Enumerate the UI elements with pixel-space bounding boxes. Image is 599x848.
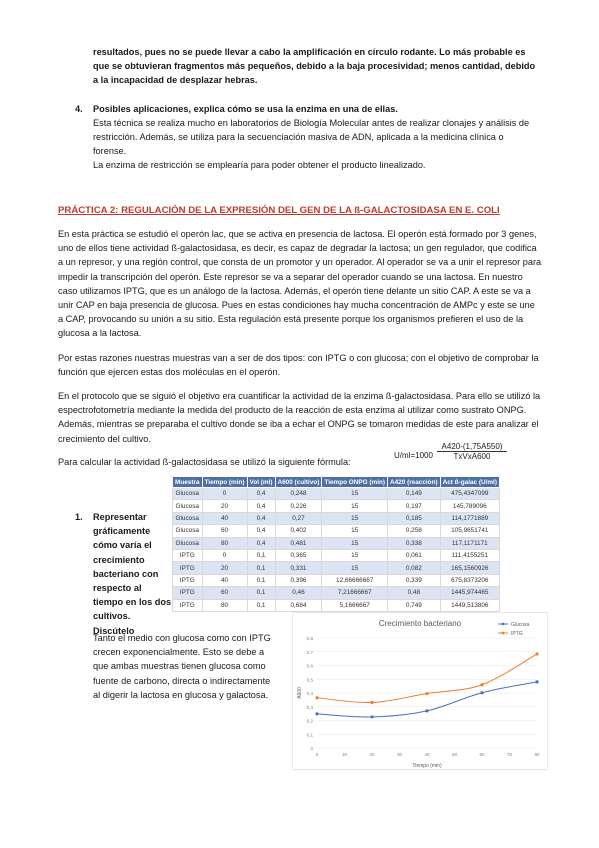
table-cell: Glucosa (173, 512, 203, 524)
intro-paragraph-2: Por estas razones nuestras muestras van a ser de dos tipos: con IPTG o con glucosa; con el objetivo de comprobar la función que ejercen estas dos moléculas en el operón. (58, 353, 539, 378)
table-cell: Glucosa (173, 500, 203, 512)
table-cell: 0,684 (275, 599, 322, 611)
table-cell: 12,66666667 (322, 574, 388, 586)
table-cell: 117,1171171 (440, 537, 499, 549)
q4-text2: La enzima de restricción se emplearía para poder obtener el producto linealizado. (93, 160, 426, 170)
legend-marker-glucosa (502, 623, 505, 626)
table-row (173, 537, 500, 549)
table-cell: 0,396 (275, 574, 322, 586)
table-cell: 475,4347099 (440, 488, 499, 500)
table-cell: Glucosa (173, 525, 203, 537)
q4-title: Posibles aplicaciones, explica cómo se usa la enzima en una de ellas. (93, 104, 398, 114)
data-point-iptg (535, 652, 538, 655)
table-cell: 0,331 (275, 562, 322, 574)
x-tick-label: 40 (424, 752, 430, 757)
table-cell: 0,4 (247, 525, 275, 537)
table-cell: 145,789096 (440, 500, 499, 512)
table-header-cell: A420 (reacción) (388, 477, 441, 488)
table-row (173, 574, 500, 586)
table-cell: 0,1 (247, 587, 275, 599)
table-cell: 15 (322, 549, 388, 561)
table-cell: 675,8373206 (440, 574, 499, 586)
chart-frame (293, 613, 548, 770)
table-cell: 0,149 (388, 488, 441, 500)
table-header-cell: Muestra (173, 477, 203, 488)
y-axis-label: A600 (297, 687, 303, 699)
table-cell: Glucosa (173, 488, 203, 500)
table-row (173, 525, 500, 537)
q1-title: Representar gráficamente cómo varía el crecimiento bacteriano con respecto al tiempo en los dos cultivos. Discútelo (93, 512, 172, 636)
table-cell: 15 (322, 537, 388, 549)
formula-intro: Para calcular la actividad ß-galactosidasa se utilizó la siguiente fórmula: (58, 457, 351, 467)
para-top: resultados, pues no se puede llevar a cabo la amplificación en círculo rodante. Lo más probable es que se obtuvieran fragmentos más pequeños, debido a la baja procesividad; menos cantidad, debido a la incapacidad de desplazar hebras. (93, 47, 536, 86)
intro-paragraph-3: En el protocolo que se siguió el objetivo era cuantificar la actividad de la enzima ß-galactosidasa. Para ello se utilizó la espectrofotometría mediante la medida del producto de la reacción de esta enzima al utilizar como sustrato ONPG. Además, mientras se preparaba el cultivo donde se iba a echar el ONPG se tomaron medidas de este para analizar el crecimiento del cultivo. (58, 391, 541, 444)
y-tick-label: 0,6 (306, 663, 313, 669)
y-tick-label: 0,4 (306, 691, 313, 696)
table-cell: 20 (202, 562, 247, 574)
table-cell: 0,4 (247, 500, 275, 512)
table-row (173, 587, 500, 599)
table-header-cell: Act ß-galac (U/ml) (440, 477, 499, 488)
table-cell: 114,1771889 (440, 512, 499, 524)
table-cell: 0,338 (388, 537, 441, 549)
table-cell: IPTG (173, 574, 203, 586)
data-point-iptg (370, 701, 373, 704)
x-tick-label: 20 (369, 752, 375, 757)
q1-answer: Tanto el medio con glucosa como con IPTG crecen exponencialmente. Esto se debe a que ambas muestras tienen glucosa como fuente de carbono, directa o indirectamente al digerir la lactosa en glucosa y galactosa. (93, 633, 271, 700)
table-cell: 0,1 (247, 599, 275, 611)
table-cell: 0,1 (247, 549, 275, 561)
table-cell: 80 (202, 599, 247, 611)
data-point-glucosa (480, 691, 483, 694)
table-row (173, 512, 500, 524)
table-cell: 0,365 (275, 549, 322, 561)
table-cell: 60 (202, 525, 247, 537)
table-cell: 15 (322, 562, 388, 574)
legend-marker-iptg (502, 632, 505, 635)
y-tick-label: 0,3 (306, 704, 313, 710)
table-cell: 0,185 (388, 512, 441, 524)
x-tick-label: 10 (341, 752, 348, 757)
x-tick-label: 50 (451, 752, 458, 757)
data-point-iptg (315, 696, 318, 699)
table-cell: 0 (202, 549, 247, 561)
chart-title: Crecimiento bacteriano (378, 619, 462, 628)
table-cell: 1445,974465 (440, 587, 499, 599)
table-cell: 0,258 (388, 525, 441, 537)
formula-numerator: A420-(1,75A550) (437, 442, 507, 452)
table-row (173, 549, 500, 561)
x-tick-label: 60 (479, 752, 485, 757)
table-cell: 0,4 (247, 537, 275, 549)
table-cell: 80 (202, 537, 247, 549)
table-cell: IPTG (173, 587, 203, 599)
y-tick-label: 0,2 (306, 718, 313, 724)
table-cell: 0,4 (247, 488, 275, 500)
table-header-cell: Vol (ml) (247, 477, 275, 488)
table-cell: 0,27 (275, 512, 322, 524)
data-point-iptg (425, 692, 428, 695)
table-row (173, 562, 500, 574)
x-axis-label: Tiempo (min) (412, 763, 442, 769)
table-cell: IPTG (173, 549, 203, 561)
growth-chart (292, 612, 548, 770)
table-cell: 0,4 (247, 512, 275, 524)
table-cell: 111,4155251 (440, 549, 499, 561)
table-cell: 0,061 (388, 549, 441, 561)
table-cell: 0,749 (388, 599, 441, 611)
table-cell: 15 (322, 488, 388, 500)
practica-title: PRÁCTICA 2: REGULACIÓN DE LA EXPRESIÓN DEL GEN DE LA ß-GALACTOSIDASA EN E. COLI (58, 205, 500, 216)
table-cell: 0,481 (275, 537, 322, 549)
table-cell: 0,46 (275, 587, 322, 599)
table-cell: 0,1 (247, 562, 275, 574)
data-point-glucosa (370, 715, 373, 718)
data-point-glucosa (535, 680, 538, 683)
x-tick-label: 70 (506, 752, 513, 757)
table-cell: 40 (202, 512, 247, 524)
table-cell: 0,248 (275, 488, 322, 500)
x-tick-label: 0 (315, 752, 319, 757)
table-body (173, 488, 500, 612)
table-row (173, 488, 500, 500)
table-header-cell: Tiempo ONPG (min) (322, 477, 388, 488)
table-cell: 40 (202, 574, 247, 586)
y-tick-label: 0,5 (306, 677, 313, 683)
formula-denominator: TxVxA600 (453, 452, 491, 461)
data-point-iptg (480, 683, 483, 686)
table-cell: 20 (202, 500, 247, 512)
table-cell: 0,197 (388, 500, 441, 512)
legend-label-iptg: IPTG (511, 630, 523, 637)
y-tick-label: 0 (310, 746, 313, 751)
results-table (172, 476, 500, 612)
q1-number: 1. (75, 512, 83, 522)
formula-lhs: U/ml=1000 (394, 451, 433, 460)
table-row (173, 599, 500, 611)
intro-paragraph-1: En esta práctica se estudió el operón lac, que se activa en presencia de lactosa. El operón está formado por 3 genes, uno de ellos tiene actividad ß-galactosidasa, es decir, es capaz de degradar la lactosa; un gen regulador, que codifica a un represor, y una región control, que consta de un promotor y un operador. Al operador se va a unir el represor para impedir la transcripción del operón. Este represor se va a separar del operador cuando se una lactosa. En nuestro caso utilizamos IPTG, que es un análogo de la lactosa. Además, el operón tiene delante un sitio CAP. A este se va a unir CAP en baja presencia de glucosa. Pues en estas condiciones hay mucha concentración de AMPc y este se une a CAP, provocando su unión a su sitio. Esta regulación está presente porque los organismos prefieren el uso de la glucosa a la lactosa. (58, 229, 542, 339)
table-cell: 0,226 (275, 500, 322, 512)
x-tick-label: 80 (534, 752, 540, 757)
table-header-row (173, 477, 500, 488)
y-tick-label: 0,7 (306, 649, 313, 655)
table-cell: 1449,513806 (440, 599, 499, 611)
table-row (173, 500, 500, 512)
table-cell: 0,402 (275, 525, 322, 537)
table-cell: Glucosa (173, 537, 203, 549)
data-point-glucosa (425, 709, 428, 712)
table-cell: 7,21666667 (322, 587, 388, 599)
table-cell: 5,1666667 (322, 599, 388, 611)
table-cell: 0,1 (247, 574, 275, 586)
table-cell: 0 (202, 488, 247, 500)
table-cell: 0,082 (388, 562, 441, 574)
x-tick-label: 30 (396, 752, 403, 757)
legend-label-glucosa: Glucosa (511, 621, 530, 628)
table-header-cell: Tiempo (min) (202, 477, 247, 488)
table-cell: IPTG (173, 562, 203, 574)
data-point-glucosa (315, 712, 318, 715)
q4-text1: Esta técnica se realiza mucho en laboratorios de Biología Molecular antes de realizar clonajes y análisis de restricción. Además, se utiliza para la secuenciación masiva de ADN, aplicada a la medicina clínica o forense. (93, 118, 530, 157)
table-cell: IPTG (173, 599, 203, 611)
table-cell: 0,339 (388, 574, 441, 586)
table-cell: 15 (322, 512, 388, 524)
q4-number: 4. (75, 104, 83, 114)
table-header-cell: A600 (cultivo) (275, 477, 322, 488)
y-tick-label: 0,8 (306, 636, 313, 641)
table-cell: 105,9651741 (440, 525, 499, 537)
table-cell: 60 (202, 587, 247, 599)
y-tick-label: 0,1 (306, 732, 313, 738)
table-cell: 15 (322, 525, 388, 537)
table-cell: 0,48 (388, 587, 441, 599)
table-cell: 15 (322, 500, 388, 512)
table-cell: 165,1560926 (440, 562, 499, 574)
